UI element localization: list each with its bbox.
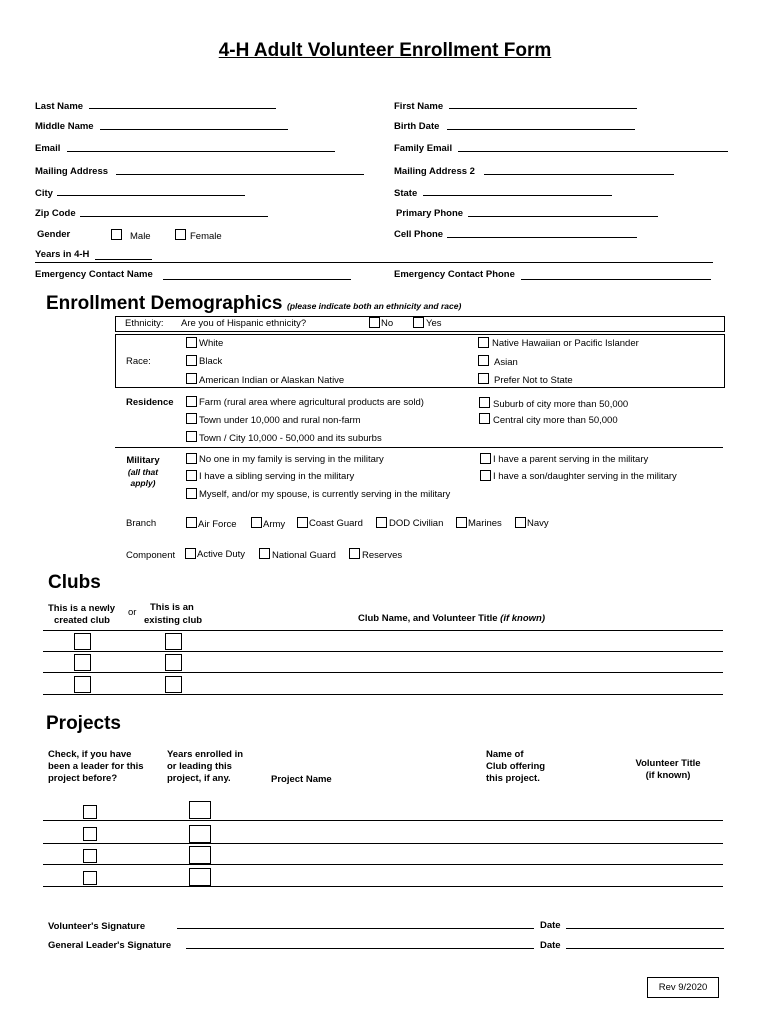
projects-col1-3: project before?: [48, 773, 118, 784]
race-label: Race:: [126, 356, 151, 367]
branch-air-force-checkbox[interactable]: [186, 517, 197, 528]
club-row-3-line[interactable]: [43, 694, 723, 695]
emergency-name-field[interactable]: [163, 279, 351, 280]
residence-farm-label: Farm (rural area where agricultural products are sold): [199, 397, 424, 408]
date-1-label: Date: [540, 920, 561, 931]
last-name-label: Last Name: [35, 101, 84, 112]
military-child-label: I have a son/daughter serving in the military: [493, 471, 677, 482]
component-active-label: Active Duty: [197, 549, 246, 560]
clubs-new-label-1: This is a newly: [48, 603, 116, 614]
gender-label: Gender: [37, 229, 71, 240]
branch-navy-label: Navy: [527, 518, 549, 529]
project-row-4-line[interactable]: [43, 886, 723, 887]
race-american-indian-checkbox[interactable]: [186, 373, 197, 384]
military-note-2: apply): [130, 478, 156, 488]
clubs-existing-label-1: This is an: [150, 602, 194, 613]
residence-farm-checkbox[interactable]: [186, 396, 197, 407]
first-name-field[interactable]: [449, 108, 637, 109]
projects-col4-2: Club offering: [486, 761, 546, 772]
divider-line: [35, 262, 713, 263]
branch-dod-label: DOD Civilian: [389, 518, 444, 529]
project-row-3-line[interactable]: [43, 864, 723, 865]
mailing-address-2-label: Mailing Address 2: [394, 166, 475, 177]
branch-marines-label: Marines: [468, 518, 502, 529]
leader-signature-label: General Leader's Signature: [48, 940, 172, 951]
project-row-1-line[interactable]: [43, 820, 723, 821]
emergency-phone-field[interactable]: [521, 279, 711, 280]
female-checkbox[interactable]: [175, 229, 186, 240]
projects-col4-3: this project.: [486, 773, 540, 784]
military-none-label: No one in my family is serving in the military: [199, 454, 384, 465]
race-prefer-not-label: Prefer Not to State: [494, 375, 573, 386]
residence-city-checkbox[interactable]: [186, 431, 197, 442]
project-row-1-years-box[interactable]: [189, 801, 211, 819]
component-guard-checkbox[interactable]: [259, 548, 270, 559]
military-parent-checkbox[interactable]: [480, 453, 491, 464]
branch-army-checkbox[interactable]: [251, 517, 262, 528]
projects-col2-1: Years enrolled in: [167, 749, 244, 760]
component-active-checkbox[interactable]: [185, 548, 196, 559]
club-row-2-line[interactable]: [43, 672, 723, 673]
branch-dod-checkbox[interactable]: [376, 517, 387, 528]
primary-phone-label: Primary Phone: [396, 208, 464, 219]
projects-col1-2: been a leader for this: [48, 761, 144, 772]
emergency-phone-label: Emergency Contact Phone: [394, 269, 515, 280]
ethnicity-question: Are you of Hispanic ethnicity?: [181, 318, 307, 329]
projects-col3: Project Name: [271, 774, 332, 785]
revision-label: Rev 9/2020: [658, 982, 708, 993]
projects-col1-1: Check, if you have: [48, 749, 132, 760]
club-row-3-new-checkbox[interactable]: [74, 676, 91, 693]
branch-air-force-label: Air Force: [198, 519, 237, 530]
race-white-checkbox[interactable]: [186, 337, 197, 348]
mailing-address-field[interactable]: [116, 174, 364, 175]
race-black-checkbox[interactable]: [186, 355, 197, 366]
cell-phone-label: Cell Phone: [394, 229, 444, 240]
club-row-2-new-checkbox[interactable]: [74, 654, 91, 671]
residence-suburb-label: Suburb of city more than 50,000: [493, 399, 629, 410]
club-row-1-line[interactable]: [43, 651, 723, 652]
ethnicity-label: Ethnicity:: [125, 318, 164, 329]
ethnicity-yes-checkbox[interactable]: [413, 317, 424, 328]
projects-col4-1: Name of: [486, 749, 524, 760]
component-guard-label: National Guard: [272, 550, 336, 561]
military-parent-label: I have a parent serving in the military: [493, 454, 649, 465]
date-1-field[interactable]: [566, 928, 724, 929]
projects-col2-3: project, if any.: [167, 773, 231, 784]
demographics-heading: Enrollment Demographics: [46, 293, 283, 314]
birth-date-field[interactable]: [447, 129, 635, 130]
cell-phone-field[interactable]: [447, 237, 637, 238]
residence-suburb-checkbox[interactable]: [479, 397, 490, 408]
military-self-checkbox[interactable]: [186, 488, 197, 499]
race-black-label: Black: [199, 356, 223, 367]
projects-heading: Projects: [46, 713, 121, 734]
years-field[interactable]: [95, 259, 152, 260]
component-reserves-checkbox[interactable]: [349, 548, 360, 559]
clubs-existing-label-2: existing club: [144, 615, 203, 626]
date-2-label: Date: [540, 940, 561, 951]
family-email-label: Family Email: [394, 143, 453, 154]
military-sibling-checkbox[interactable]: [186, 470, 197, 481]
club-row-3-existing-checkbox[interactable]: [165, 676, 182, 693]
military-child-checkbox[interactable]: [480, 470, 491, 481]
project-row-2-line[interactable]: [43, 843, 723, 844]
military-self-label: Myself, and/or my spouse, is currently serving in the military: [199, 489, 451, 500]
clubs-or-label: or: [128, 607, 137, 618]
military-note-1: (all that: [127, 467, 159, 477]
email-field[interactable]: [67, 151, 335, 152]
demographics-note: (please indicate both an ethnicity and race): [287, 301, 462, 311]
military-sibling-label: I have a sibling serving in the military: [199, 471, 355, 482]
branch-label: Branch: [126, 518, 157, 529]
state-label: State: [394, 188, 418, 199]
ethnicity-no-checkbox[interactable]: [369, 317, 380, 328]
project-row-2-years-box[interactable]: [189, 825, 211, 843]
volunteer-signature-field[interactable]: [177, 928, 534, 929]
club-name-text: Club Name, and Volunteer Title: [358, 613, 498, 624]
middle-name-label: Middle Name: [35, 121, 94, 132]
race-asian-label: Asian: [494, 357, 518, 368]
primary-phone-field[interactable]: [468, 216, 658, 217]
race-american-indian-label: American Indian or Alaskan Native: [199, 375, 345, 386]
female-label: Female: [190, 231, 222, 242]
ethnicity-no-label: No: [381, 318, 394, 329]
email-label: Email: [35, 143, 61, 154]
leader-signature-field[interactable]: [186, 948, 534, 949]
military-none-checkbox[interactable]: [186, 453, 197, 464]
residence-city-label: Town / City 10,000 - 50,000 and its suburbs: [199, 433, 382, 444]
component-reserves-label: Reserves: [362, 550, 403, 561]
family-email-field[interactable]: [458, 151, 728, 152]
residence-central-label: Central city more than 50,000: [493, 415, 618, 426]
section-divider: [115, 447, 723, 448]
zip-field[interactable]: [80, 216, 268, 217]
project-row-4-leader-checkbox[interactable]: [83, 871, 97, 885]
projects-col5-2: (if known): [645, 770, 691, 781]
club-row-1-new-checkbox[interactable]: [74, 633, 91, 650]
first-name-label: First Name: [394, 101, 444, 112]
project-row-1-leader-checkbox[interactable]: [83, 805, 97, 819]
birth-date-label: Birth Date: [394, 121, 440, 132]
ethnicity-yes-label: Yes: [426, 318, 442, 329]
club-row-1-existing-checkbox[interactable]: [165, 633, 182, 650]
clubs-header-line: [43, 630, 723, 631]
volunteer-signature-label: Volunteer's Signature: [48, 921, 146, 932]
race-white-label: White: [199, 338, 224, 349]
emergency-name-label: Emergency Contact Name: [35, 269, 153, 280]
mailing-address-label: Mailing Address: [35, 166, 109, 177]
race-prefer-not-checkbox[interactable]: [478, 373, 489, 384]
residence-central-checkbox[interactable]: [479, 413, 490, 424]
city-label: City: [35, 188, 53, 199]
years-label: Years in 4-H: [35, 249, 90, 260]
project-row-4-years-box[interactable]: [189, 868, 211, 886]
residence-town-checkbox[interactable]: [186, 413, 197, 424]
date-2-field[interactable]: [566, 948, 724, 949]
race-asian-checkbox[interactable]: [478, 355, 489, 366]
clubs-heading: Clubs: [48, 572, 101, 593]
branch-coast-guard-label: Coast Guard: [309, 518, 363, 529]
branch-coast-guard-checkbox[interactable]: [297, 517, 308, 528]
male-checkbox[interactable]: [111, 229, 122, 240]
male-label: Male: [130, 231, 151, 242]
branch-marines-checkbox[interactable]: [456, 517, 467, 528]
branch-army-label: Army: [263, 519, 286, 530]
project-row-3-years-box[interactable]: [189, 846, 211, 864]
form-title: 4-H Adult Volunteer Enrollment Form: [218, 40, 552, 61]
middle-name-field[interactable]: [100, 129, 288, 130]
component-label: Component: [126, 550, 176, 561]
residence-label: Residence: [126, 397, 174, 408]
club-name-if-known: (if known): [500, 613, 546, 624]
projects-col5-1: Volunteer Title: [635, 758, 701, 769]
zip-label: Zip Code: [35, 208, 76, 219]
residence-town-label: Town under 10,000 and rural non-farm: [199, 415, 361, 426]
clubs-new-label-2: created club: [54, 615, 110, 626]
projects-col2-2: or leading this: [167, 761, 232, 772]
branch-navy-checkbox[interactable]: [515, 517, 526, 528]
club-row-2-existing-checkbox[interactable]: [165, 654, 182, 671]
mailing-address-2-field[interactable]: [484, 174, 674, 175]
club-name-header: [358, 613, 545, 624]
military-label: Military: [126, 455, 160, 466]
project-row-2-leader-checkbox[interactable]: [83, 827, 97, 841]
city-field[interactable]: [57, 195, 245, 196]
race-native-hawaiian-checkbox[interactable]: [478, 337, 489, 348]
last-name-field[interactable]: [89, 108, 276, 109]
project-row-3-leader-checkbox[interactable]: [83, 849, 97, 863]
state-field[interactable]: [423, 195, 612, 196]
race-native-hawaiian-label: Native Hawaiian or Pacific Islander: [492, 338, 639, 349]
